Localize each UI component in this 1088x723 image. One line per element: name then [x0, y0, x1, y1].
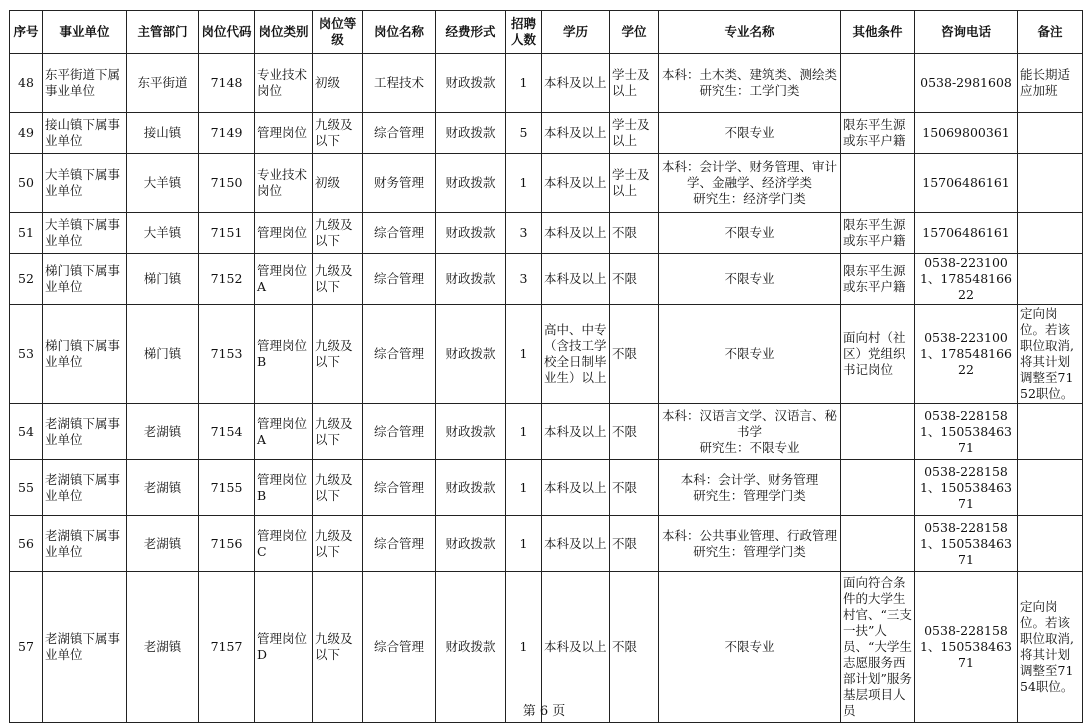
phone-cell: 15069800361: [915, 113, 1018, 154]
post-grade-cell: 九级及以下: [313, 254, 363, 305]
major-line: 研究生：不限专业: [699, 439, 800, 455]
department-cell: 东平街道: [127, 54, 199, 113]
table-row: [10, 460, 1083, 516]
education-cell: 本科及以上: [542, 213, 610, 254]
post-category-cell: 管理岗位: [255, 113, 313, 154]
other-conditions-cell: [841, 516, 915, 572]
education-cell: 本科及以上: [542, 404, 610, 460]
major-line: 不限专业: [724, 125, 775, 140]
headcount-cell: 1: [506, 572, 542, 723]
post-code-cell: 7149: [199, 113, 255, 154]
degree-cell: 学士及以上: [610, 54, 659, 113]
post-code-cell: 7154: [199, 404, 255, 460]
department-cell: 老湖镇: [127, 460, 199, 516]
major-cell: [659, 572, 841, 723]
employer-cell: 老湖镇下属事业单位: [43, 516, 127, 572]
post-code-cell: 7152: [199, 254, 255, 305]
table-row: [10, 113, 1083, 154]
post-code-cell: 7153: [199, 305, 255, 404]
major-cell: [659, 113, 841, 154]
department-cell: 大羊镇: [127, 154, 199, 213]
major-cell: [659, 305, 841, 404]
employer-cell: 老湖镇下属事业单位: [43, 460, 127, 516]
major-cell: [659, 213, 841, 254]
remarks-cell: 能长期适应加班: [1018, 54, 1083, 113]
funding-type-cell: 财政拨款: [436, 404, 506, 460]
headcount-cell: 5: [506, 113, 542, 154]
post-name-cell: 财务管理: [363, 154, 436, 213]
degree-cell: 不限: [610, 254, 659, 305]
row-number-cell: 48: [10, 54, 43, 113]
page-number: 第 6 页: [522, 704, 566, 719]
major-line: 研究生：工学门类: [699, 83, 800, 98]
other-conditions-cell: 限东平生源或东平户籍: [841, 113, 915, 154]
employer-cell: 老湖镇下属事业单位: [43, 572, 127, 723]
major-line: 本科：会计学、财务管理、审计学、金融学、经济学类: [661, 159, 837, 190]
major-cell: [659, 516, 841, 572]
row-number-cell: 51: [10, 213, 43, 254]
remarks-cell: [1018, 213, 1083, 254]
phone-cell: 0538-2281581、15053846371: [915, 572, 1018, 723]
post-code-cell: 7148: [199, 54, 255, 113]
column-header: 咨询电话: [915, 11, 1018, 54]
remarks-cell: [1018, 460, 1083, 516]
remarks-cell: [1018, 254, 1083, 305]
employer-cell: 大羊镇下属事业单位: [43, 213, 127, 254]
phone-cell: 0538-2281581、15053846371: [915, 404, 1018, 460]
major-cell: [659, 254, 841, 305]
education-cell: 本科及以上: [542, 460, 610, 516]
row-number-cell: 52: [10, 254, 43, 305]
post-grade-cell: 九级及以下: [313, 572, 363, 723]
major-line: 本科：公共事业管理、行政管理: [661, 527, 837, 543]
other-conditions-cell: [841, 154, 915, 213]
headcount-cell: 3: [506, 254, 542, 305]
department-cell: 梯门镇: [127, 254, 199, 305]
degree-cell: 不限: [610, 516, 659, 572]
post-category-cell: 管理岗位C: [255, 516, 313, 572]
funding-type-cell: 财政拨款: [436, 54, 506, 113]
post-code-cell: 7151: [199, 213, 255, 254]
row-number-cell: 50: [10, 154, 43, 213]
other-conditions-cell: [841, 404, 915, 460]
header-row: [10, 11, 1083, 54]
funding-type-cell: 财政拨款: [436, 460, 506, 516]
post-category-cell: 专业技术岗位: [255, 54, 313, 113]
major-line: 不限专业: [724, 346, 775, 361]
education-cell: 本科及以上: [542, 516, 610, 572]
headcount-cell: 1: [506, 305, 542, 404]
row-number-cell: 49: [10, 113, 43, 154]
post-category-cell: 管理岗位: [255, 213, 313, 254]
headcount-cell: 1: [506, 154, 542, 213]
post-code-cell: 7156: [199, 516, 255, 572]
phone-cell: 0538-2231001、17854816622: [915, 254, 1018, 305]
post-category-cell: 专业技术岗位: [255, 154, 313, 213]
remarks-cell: 定向岗位。若该职位取消,将其计划调整至7154职位。: [1018, 572, 1083, 723]
column-header: 备注: [1018, 11, 1083, 54]
phone-cell: 0538-2981608: [915, 54, 1018, 113]
column-header: 岗位等级: [313, 11, 363, 54]
column-header: 专业名称: [659, 11, 841, 54]
employer-cell: 梯门镇下属事业单位: [43, 305, 127, 404]
table-header: [10, 11, 1083, 54]
table-row: [10, 516, 1083, 572]
degree-cell: 不限: [610, 572, 659, 723]
education-cell: 本科及以上: [542, 54, 610, 113]
major-line: 不限专业: [724, 639, 775, 654]
table-row: [10, 254, 1083, 305]
department-cell: 老湖镇: [127, 404, 199, 460]
table-row: [10, 213, 1083, 254]
other-conditions-cell: 面向村（社区）党组织书记岗位: [841, 305, 915, 404]
column-header: 序号: [10, 11, 43, 54]
column-header: 岗位名称: [363, 11, 436, 54]
employer-cell: 接山镇下属事业单位: [43, 113, 127, 154]
post-category-cell: 管理岗位A: [255, 254, 313, 305]
post-category-cell: 管理岗位D: [255, 572, 313, 723]
post-name-cell: 工程技术: [363, 54, 436, 113]
funding-type-cell: 财政拨款: [436, 113, 506, 154]
degree-cell: 不限: [610, 404, 659, 460]
major-line: 研究生：管理学门类: [693, 543, 806, 559]
employer-cell: 东平街道下属事业单位: [43, 54, 127, 113]
phone-cell: 0538-2231001、17854816622: [915, 305, 1018, 404]
row-number-cell: 57: [10, 572, 43, 723]
degree-cell: 不限: [610, 213, 659, 254]
department-cell: 老湖镇: [127, 516, 199, 572]
major-line: 本科：土木类、建筑类、测绘类: [661, 67, 837, 82]
education-cell: 本科及以上: [542, 572, 610, 723]
phone-cell: 0538-2281581、15053846371: [915, 460, 1018, 516]
remarks-cell: [1018, 113, 1083, 154]
column-header: 其他条件: [841, 11, 915, 54]
department-cell: 梯门镇: [127, 305, 199, 404]
post-category-cell: 管理岗位B: [255, 305, 313, 404]
post-code-cell: 7150: [199, 154, 255, 213]
post-code-cell: 7157: [199, 572, 255, 723]
employer-cell: 梯门镇下属事业单位: [43, 254, 127, 305]
other-conditions-cell: 限东平生源或东平户籍: [841, 254, 915, 305]
post-name-cell: 综合管理: [363, 460, 436, 516]
recruitment-table: [9, 10, 1083, 723]
post-name-cell: 综合管理: [363, 305, 436, 404]
degree-cell: 不限: [610, 460, 659, 516]
funding-type-cell: 财政拨款: [436, 572, 506, 723]
headcount-cell: 1: [506, 54, 542, 113]
education-cell: 本科及以上: [542, 113, 610, 154]
education-cell: 本科及以上: [542, 154, 610, 213]
post-grade-cell: 九级及以下: [313, 516, 363, 572]
phone-cell: 0538-2281581、15053846371: [915, 516, 1018, 572]
column-header: 岗位类别: [255, 11, 313, 54]
remarks-cell: [1018, 516, 1083, 572]
major-line: 本科：会计学、财务管理: [680, 471, 819, 487]
column-header: 经费形式: [436, 11, 506, 54]
major-line: 研究生：管理学门类: [693, 487, 806, 503]
post-category-cell: 管理岗位B: [255, 460, 313, 516]
headcount-cell: 1: [506, 404, 542, 460]
column-header: 招聘人数: [506, 11, 542, 54]
table-row: [10, 154, 1083, 213]
major-line: 本科：汉语言文学、汉语言、秘书学: [661, 407, 837, 439]
other-conditions-cell: 面向符合条件的大学生村官、“三支一扶”人员、“大学生志愿服务西部计划”服务基层项目人员: [841, 572, 915, 723]
funding-type-cell: 财政拨款: [436, 213, 506, 254]
table-row: [10, 54, 1083, 113]
major-line: 研究生：经济学门类: [693, 191, 806, 206]
phone-cell: 15706486161: [915, 154, 1018, 213]
remarks-cell: [1018, 404, 1083, 460]
department-cell: 大羊镇: [127, 213, 199, 254]
education-cell: 高中、中专（含技工学校全日制毕业生）以上: [542, 305, 610, 404]
post-grade-cell: 九级及以下: [313, 305, 363, 404]
department-cell: 老湖镇: [127, 572, 199, 723]
row-number-cell: 55: [10, 460, 43, 516]
post-name-cell: 综合管理: [363, 213, 436, 254]
column-header: 学历: [542, 11, 610, 54]
post-category-cell: 管理岗位A: [255, 404, 313, 460]
major-cell: [659, 54, 841, 113]
table-body: [10, 54, 1083, 723]
funding-type-cell: 财政拨款: [436, 516, 506, 572]
major-line: 不限专业: [724, 271, 775, 286]
employer-cell: 大羊镇下属事业单位: [43, 154, 127, 213]
row-number-cell: 53: [10, 305, 43, 404]
employer-cell: 老湖镇下属事业单位: [43, 404, 127, 460]
funding-type-cell: 财政拨款: [436, 154, 506, 213]
headcount-cell: 1: [506, 516, 542, 572]
major-cell: [659, 404, 841, 460]
headcount-cell: 1: [506, 460, 542, 516]
post-grade-cell: 初级: [313, 54, 363, 113]
post-name-cell: 综合管理: [363, 113, 436, 154]
post-name-cell: 综合管理: [363, 404, 436, 460]
post-grade-cell: 九级及以下: [313, 113, 363, 154]
post-grade-cell: 九级及以下: [313, 213, 363, 254]
other-conditions-cell: [841, 460, 915, 516]
degree-cell: 学士及以上: [610, 113, 659, 154]
funding-type-cell: 财政拨款: [436, 254, 506, 305]
education-cell: 本科及以上: [542, 254, 610, 305]
other-conditions-cell: 限东平生源或东平户籍: [841, 213, 915, 254]
post-grade-cell: 初级: [313, 154, 363, 213]
phone-cell: 15706486161: [915, 213, 1018, 254]
row-number-cell: 54: [10, 404, 43, 460]
major-cell: [659, 154, 841, 213]
column-header: 主管部门: [127, 11, 199, 54]
post-name-cell: 综合管理: [363, 572, 436, 723]
table-row: [10, 572, 1083, 723]
funding-type-cell: 财政拨款: [436, 305, 506, 404]
department-cell: 接山镇: [127, 113, 199, 154]
remarks-cell: [1018, 154, 1083, 213]
post-name-cell: 综合管理: [363, 254, 436, 305]
other-conditions-cell: [841, 54, 915, 113]
major-line: 不限专业: [724, 225, 775, 240]
post-name-cell: 综合管理: [363, 516, 436, 572]
column-header: 岗位代码: [199, 11, 255, 54]
major-cell: [659, 460, 841, 516]
column-header: 事业单位: [43, 11, 127, 54]
post-code-cell: 7155: [199, 460, 255, 516]
degree-cell: 学士及以上: [610, 154, 659, 213]
row-number-cell: 56: [10, 516, 43, 572]
degree-cell: 不限: [610, 305, 659, 404]
column-header: 学位: [610, 11, 659, 54]
table-row: [10, 404, 1083, 460]
post-grade-cell: 九级及以下: [313, 404, 363, 460]
table-row: [10, 305, 1083, 404]
remarks-cell: 定向岗位。若该职位取消,将其计划调整至7152职位。: [1018, 305, 1083, 404]
post-grade-cell: 九级及以下: [313, 460, 363, 516]
headcount-cell: 3: [506, 213, 542, 254]
